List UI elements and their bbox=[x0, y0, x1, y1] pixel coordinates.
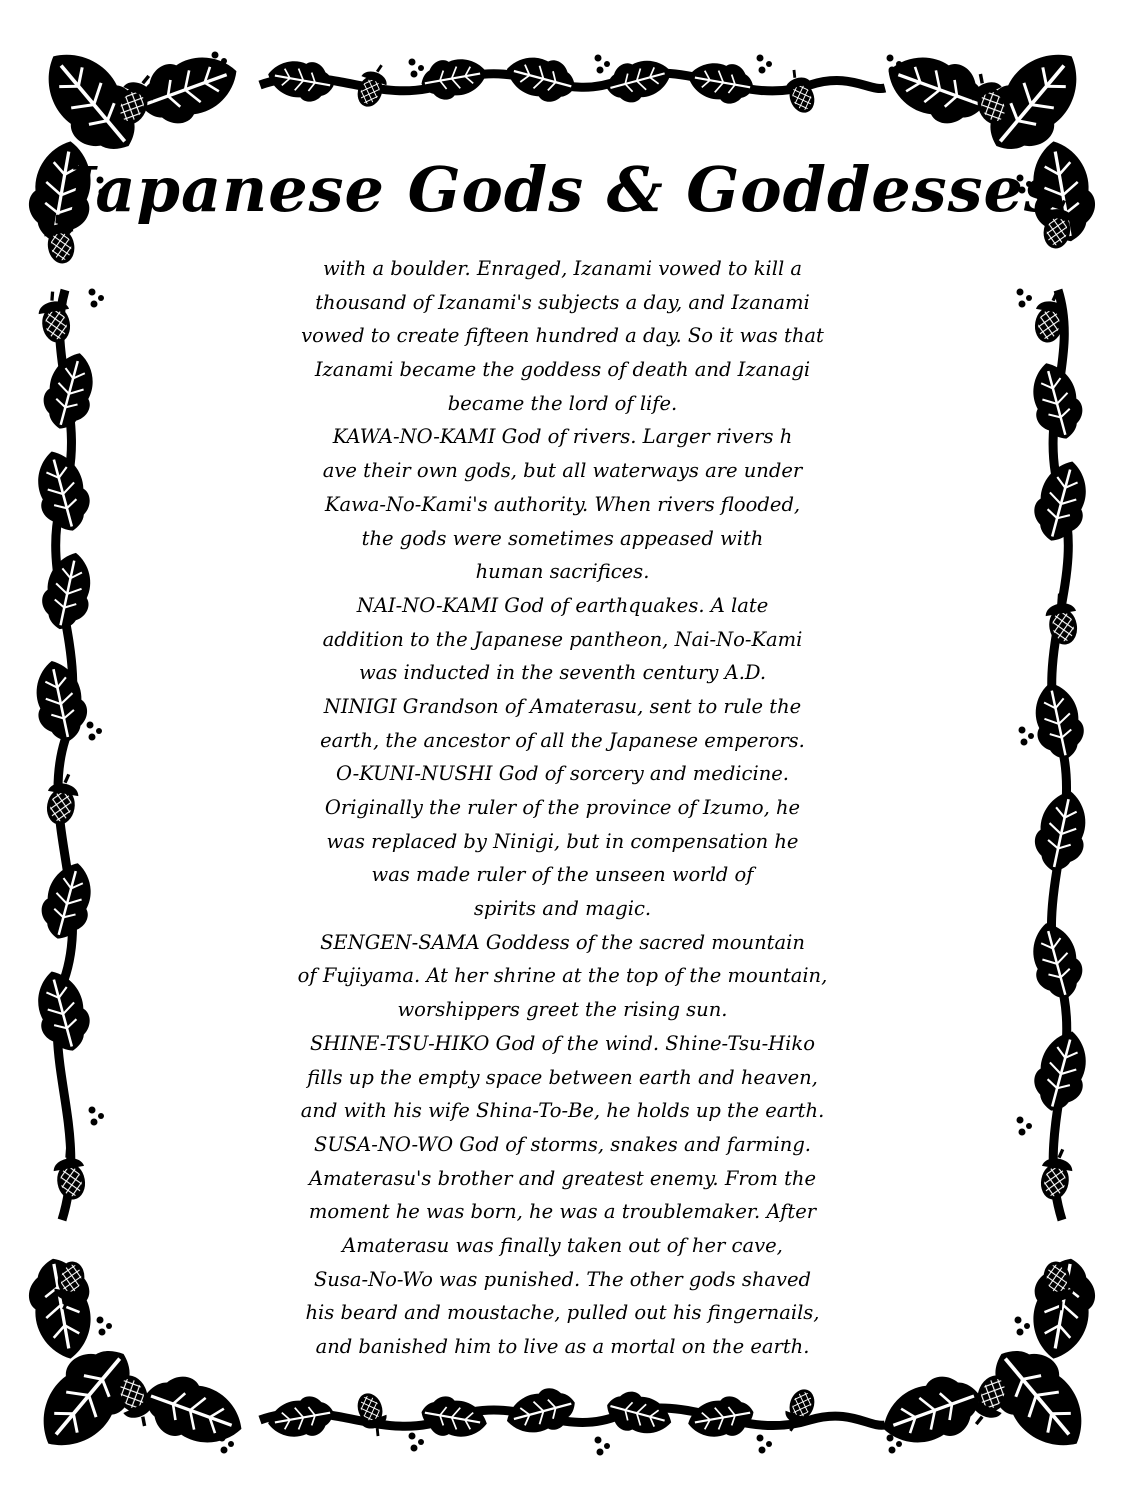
text-line: of Fujiyama. At her shrine at the top of the mountain, bbox=[297, 964, 828, 988]
text-line: earth, the ancestor of all the Japanese emperors. bbox=[320, 728, 805, 752]
text-line: moment he was born, he was a troublemaker. After bbox=[308, 1200, 817, 1224]
text-line: vowed to create fifteen hundred a day. So it was that bbox=[301, 324, 824, 348]
page-title: Japanese Gods & Goddesses bbox=[65, 153, 1060, 226]
text-line: Originally the ruler of the province of Izumo, he bbox=[324, 796, 801, 819]
top-border-vine bbox=[260, 49, 885, 115]
text-line: ave their own gods, but all waterways are under bbox=[322, 459, 803, 483]
text-line: his beard and moustache, pulled out his fingernails, bbox=[305, 1301, 820, 1325]
left-border-vine bbox=[28, 289, 104, 1221]
text-line: NINIGI Grandson of Amaterasu, sent to rule the bbox=[323, 694, 802, 718]
text-line: and with his wife Shina-To-Be, he holds up the earth. bbox=[300, 1099, 825, 1123]
text-line: KAWA-NO-KAMI God of rivers. Larger rivers h bbox=[332, 425, 793, 449]
text-line: human sacrifices. bbox=[475, 560, 650, 584]
bottom-border-vine bbox=[260, 1382, 885, 1455]
text-line: was replaced by Ninigi, but in compensation he bbox=[326, 829, 799, 853]
text-line: with a boulder. Enraged, Izanami vowed to kill a bbox=[322, 257, 803, 280]
text-line: addition to the Japanese pantheon, Nai-No-Kami bbox=[322, 627, 803, 651]
text-line: SENGEN-SAMA Goddess of the sacred mountain bbox=[320, 930, 805, 954]
body-text bbox=[205, 252, 920, 1364]
text-line: SUSA-NO-WO God of storms, snakes and farming. bbox=[313, 1132, 812, 1156]
text-line: Susa-No-Wo was punished. The other gods shaved bbox=[313, 1267, 812, 1291]
text-line: O-KUNI-NUSHI God of sorcery and medicine. bbox=[335, 762, 789, 786]
text-line: spirits and magic. bbox=[473, 897, 652, 921]
text-line: was inducted in the seventh century A.D. bbox=[358, 661, 767, 685]
text-line: worshippers greet the rising sun. bbox=[397, 998, 728, 1022]
text-line: Kawa-No-Kami's authority. When rivers flooded, bbox=[324, 492, 801, 516]
text-line: fills up the empty space between earth and heaven, bbox=[307, 1065, 818, 1089]
text-line: Amaterasu's brother and greatest enemy. From the bbox=[308, 1166, 817, 1190]
right-border-vine bbox=[1017, 289, 1097, 1221]
text-line: the gods were sometimes appeased with bbox=[361, 526, 764, 550]
text-line: thousand of Izanami's subjects a day, and Izanami bbox=[315, 290, 810, 314]
text-line: Amaterasu was finally taken out of her cave, bbox=[342, 1233, 783, 1257]
text-line: SHINE-TSU-HIKO God of the wind. Shine-Tsu-Hiko bbox=[310, 1031, 815, 1055]
text-line: was made ruler of the unseen world of bbox=[371, 863, 754, 887]
text-line: NAI-NO-KAMI God of earthquakes. A late bbox=[356, 593, 769, 617]
text-line: Izanami became the goddess of death and Izanagi bbox=[314, 358, 811, 382]
text-line: became the lord of life. bbox=[447, 391, 678, 415]
text-line: and banished him to live as a mortal on the earth. bbox=[315, 1335, 810, 1358]
